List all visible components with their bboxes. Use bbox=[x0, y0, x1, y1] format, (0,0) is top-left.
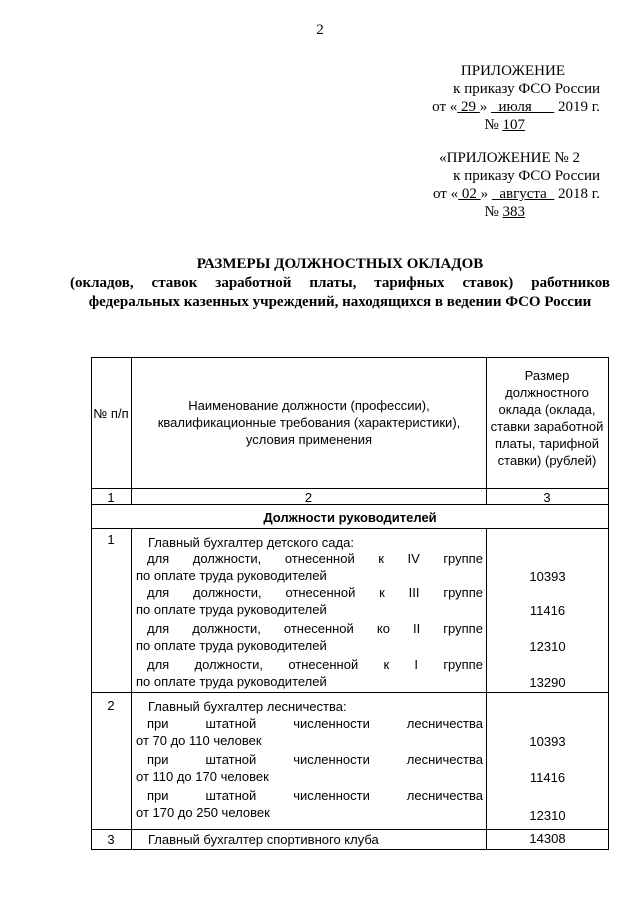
row-item: для должности, отнесенной ко II группе по оплате труда руководителей bbox=[136, 621, 483, 653]
appendix-original bbox=[433, 149, 600, 221]
header-position: Наименование должности (профессии), квалификационные требования (характеристики), условия применения bbox=[157, 398, 461, 447]
row-title: Главный бухгалтер спортивного клуба bbox=[148, 832, 379, 847]
salary-value: 11416 bbox=[529, 603, 566, 618]
col-number-3: 3 bbox=[543, 490, 551, 505]
salary-value: 12310 bbox=[529, 639, 566, 654]
row-item: при штатной численности лесничества от 170 до 250 человек bbox=[136, 788, 483, 820]
appendix-date: от « 02 » августа 2018 г. bbox=[432, 186, 600, 202]
row-item: для должности, отнесенной к III группе по оплате труда руководителей bbox=[136, 585, 483, 617]
col-number-2: 2 bbox=[304, 490, 313, 505]
appendix-day: 29 bbox=[457, 99, 480, 115]
salary-value: 13290 bbox=[529, 675, 566, 690]
appendix-title: «ПРИЛОЖЕНИЕ № 2 bbox=[439, 150, 580, 166]
appendix-order-ref: к приказу ФСО России bbox=[453, 81, 600, 97]
salary-value: 10393 bbox=[529, 734, 566, 749]
salary-value: 14308 bbox=[529, 831, 566, 846]
document-heading-line1: РАЗМЕРЫ ДОЛЖНОСТНЫХ ОКЛАДОВ bbox=[196, 256, 484, 272]
document-heading-line3: федеральных казенных учреждений, находящихся в ведении ФСО России bbox=[88, 294, 592, 310]
salary-table bbox=[91, 357, 609, 850]
row-item: для должности, отнесенной к I группе по оплате труда руководителей bbox=[136, 657, 483, 689]
row-item: при штатной численности лесничества от 110 до 170 человек bbox=[136, 752, 483, 784]
salary-value: 11416 bbox=[529, 770, 566, 785]
col-number-1: 1 bbox=[107, 490, 115, 505]
row-number: 3 bbox=[107, 832, 115, 847]
document-heading-line2: (окладов, ставок заработной платы, тарифных ставок) работников bbox=[70, 275, 610, 291]
appendix-date: от « 29 » июля 2019 г. bbox=[432, 99, 600, 115]
salary-value: 10393 bbox=[529, 569, 566, 584]
appendix-number: № 383 bbox=[484, 204, 525, 220]
row-title: Главный бухгалтер детского сада: bbox=[148, 535, 354, 550]
salary-value: 12310 bbox=[529, 808, 566, 823]
row-title: Главный бухгалтер лесничества: bbox=[148, 699, 347, 714]
row-item: для должности, отнесенной к IV группе по оплате труда руководителей bbox=[136, 551, 483, 583]
appendix-day: 02 bbox=[458, 186, 481, 202]
row-number: 2 bbox=[107, 698, 115, 713]
appendix-order-ref: к приказу ФСО России bbox=[453, 168, 600, 184]
header-salary: Размер должностного оклада (оклада, ставки заработной платы, тарифной ставки) (рублей) bbox=[490, 368, 604, 468]
page-number: 2 bbox=[316, 22, 324, 38]
appendix-current bbox=[432, 62, 600, 134]
appendix-title: ПРИЛОЖЕНИЕ bbox=[460, 63, 565, 79]
header-number: № п/п bbox=[93, 406, 129, 421]
appendix-month: августа bbox=[491, 186, 555, 202]
section-title: Должности руководителей bbox=[263, 510, 437, 525]
row-item: при штатной численности лесничества от 70 до 110 человек bbox=[136, 716, 483, 748]
row-number: 1 bbox=[107, 532, 115, 547]
appendix-number: № 107 bbox=[484, 117, 525, 133]
appendix-month: июля bbox=[491, 99, 555, 115]
